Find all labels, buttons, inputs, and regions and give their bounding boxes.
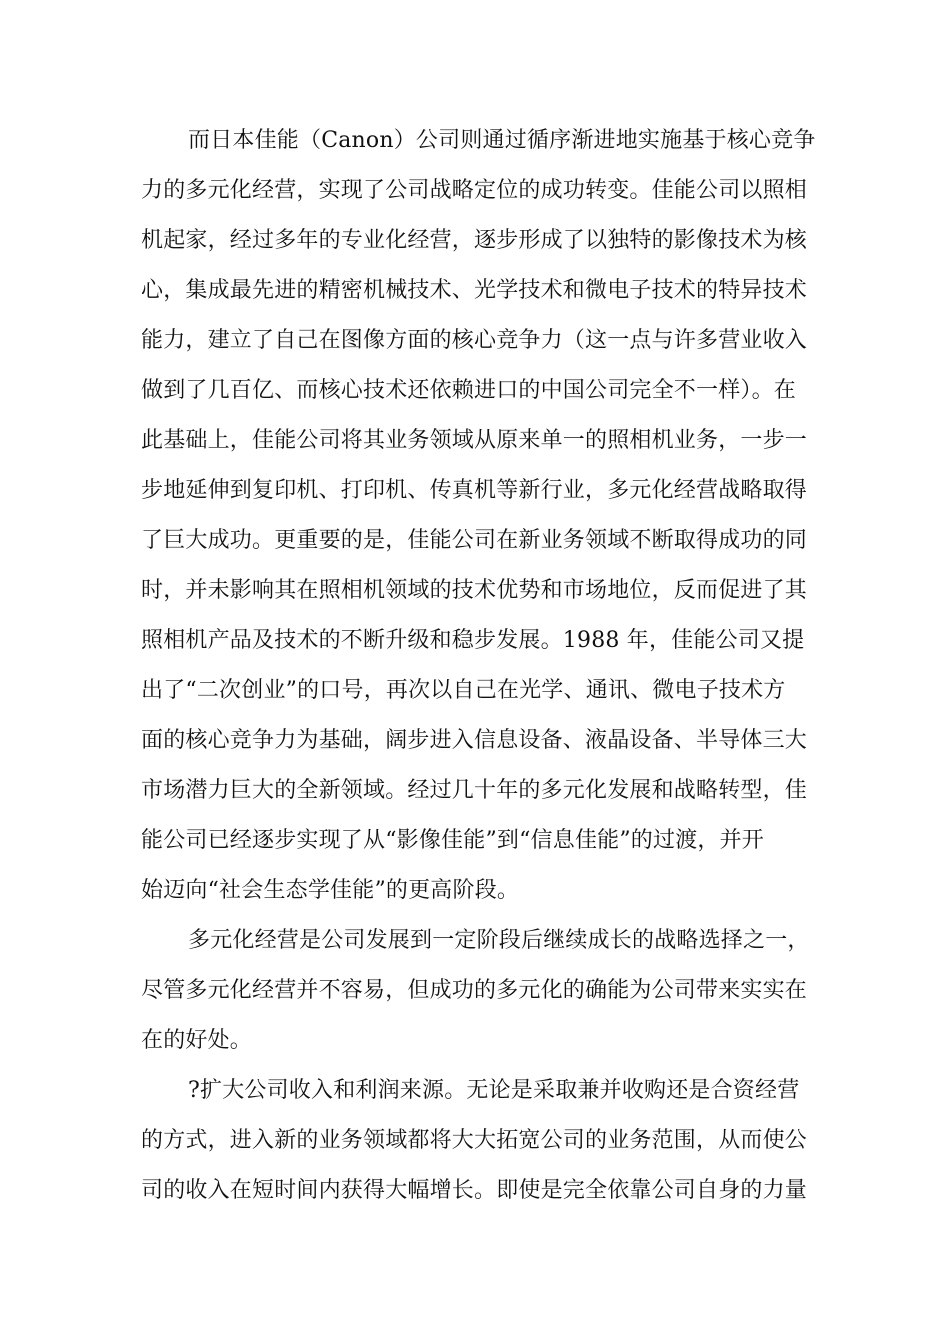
text-line: 出了“二次创业”的口号，再次以自己在光学、通讯、微电子技术方 (141, 678, 786, 703)
text-line: 市场潜力巨大的全新领域。经过几十年的多元化发展和战略转型，佳 (141, 778, 808, 803)
text-line: 多元化经营是公司发展到一定阶段后继续成长的战略选择之一， (188, 928, 810, 953)
text-line: 照相机产品及技术的不断升级和稳步发展。1988 年，佳能公司又提 (141, 628, 805, 653)
text-line: 在的好处。 (141, 1028, 253, 1053)
text-line: 司的收入在短时间内获得大幅增长。即使是完全依靠公司自身的力量 (141, 1178, 808, 1203)
text-line: 做到了几百亿、而核心技术还依赖进口的中国公司完全不一样）。在 (141, 378, 797, 403)
text-line: 时，并未影响其在照相机领域的技术优势和市场地位，反而促进了其 (141, 578, 808, 603)
text-line: 而日本佳能（Canon）公司则通过循序渐进地实施基于核心竞争 (188, 128, 816, 153)
text-line: ?扩大公司收入和利润来源。无论是采取兼并收购还是合资经营 (188, 1078, 800, 1103)
text-line: 步地延伸到复印机、打印机、传真机等新行业，多元化经营战略取得 (141, 478, 808, 503)
text-line: 力的多元化经营，实现了公司战略定位的成功转变。佳能公司以照相 (141, 178, 808, 203)
text-line: 能公司已经逐步实现了从“影像佳能”到“信息佳能”的过渡，并开 (141, 828, 764, 853)
text-line: 的方式，进入新的业务领域都将大大拓宽公司的业务范围，从而使公 (141, 1128, 808, 1153)
text-line: 心，集成最先进的精密机械技术、光学技术和微电子技术的特异技术 (141, 278, 808, 303)
text-line: 面的核心竞争力为基础，阔步进入信息设备、液晶设备、半导体三大 (141, 728, 808, 753)
text-line: 此基础上，佳能公司将其业务领域从原来单一的照相机业务，一步一 (141, 428, 808, 453)
text-line: 机起家，经过多年的专业化经营，逐步形成了以独特的影像技术为核 (141, 228, 808, 253)
text-line: 能力，建立了自己在图像方面的核心竞争力（这一点与许多营业收入 (141, 328, 808, 353)
text-line: 了巨大成功。更重要的是，佳能公司在新业务领域不断取得成功的同 (141, 528, 808, 553)
text-line: 尽管多元化经营并不容易，但成功的多元化的确能为公司带来实实在 (141, 978, 808, 1003)
text-line: 始迈向“社会生态学佳能”的更高阶段。 (141, 878, 520, 903)
